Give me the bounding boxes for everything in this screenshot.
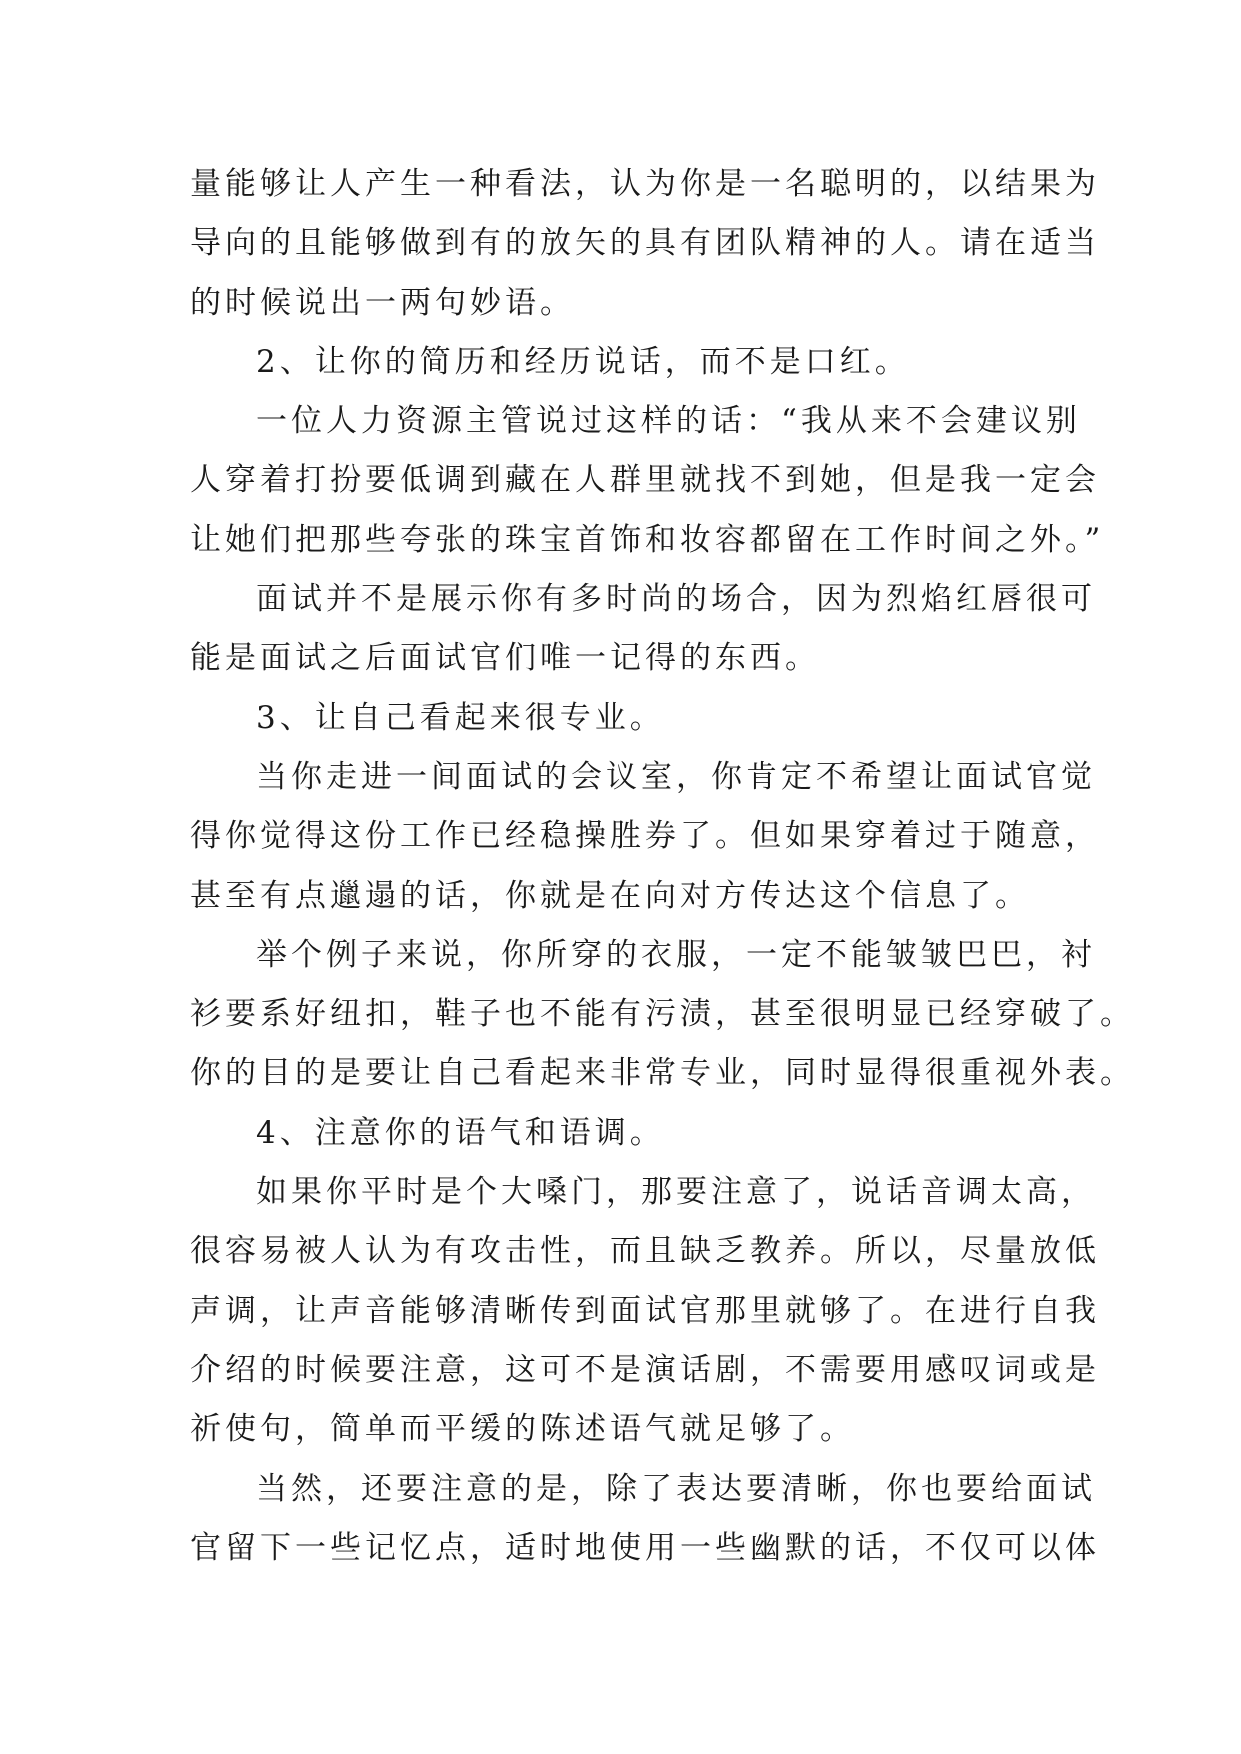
text-line: 很容易被人认为有攻击性，而且缺乏教养。所以，尽量放低 [190,1233,1100,1270]
text-line: 举个例子来说，你所穿的衣服，一定不能皱皱巴巴，衬 [256,936,1096,973]
text-line: 你的目的是要让自己看起来非常专业，同时显得很重视外表。 [190,1055,1135,1092]
text-line: 的时候说出一两句妙语。 [190,284,575,321]
text-line: 甚至有点邋遢的话，你就是在向对方传达这个信息了。 [190,877,1030,914]
text-line: 一位人力资源主管说过这样的话：“我从来不会建议别 [256,403,1081,440]
body-text [190,155,1135,1578]
text-line: 导向的且能够做到有的放矢的具有团队精神的人。请在适当 [190,225,1100,262]
text-line: 当然，还要注意的是，除了表达要清晰，你也要给面试 [256,1470,1096,1507]
text-line: 让她们把那些夸张的珠宝首饰和妆容都留在工作时间之外。” [190,521,1105,558]
text-line: 当你走进一间面试的会议室，你肯定不希望让面试官觉 [256,758,1096,795]
section-heading-4: 4、注意你的语气和语调。 [256,1114,665,1151]
text-line: 声调，让声音能够清晰传到面试官那里就够了。在进行自我 [190,1292,1100,1329]
text-line: 如果你平时是个大嗓门，那要注意了，说话音调太高， [256,1174,1096,1211]
text-line: 得你觉得这份工作已经稳操胜券了。但如果穿着过于随意， [190,818,1100,855]
text-line: 衫要系好纽扣，鞋子也不能有污渍，甚至很明显已经穿破了。 [190,996,1135,1033]
text-line: 官留下一些记忆点，适时地使用一些幽默的话，不仅可以体 [190,1529,1100,1566]
section-heading-3: 3、让自己看起来很专业。 [256,699,665,736]
text-line: 祈使句，简单而平缓的陈述语气就足够了。 [190,1411,855,1448]
text-line: 面试并不是展示你有多时尚的场合，因为烈焰红唇很可 [256,581,1096,618]
text-line: 介绍的时候要注意，这可不是演话剧，不需要用感叹词或是 [190,1351,1100,1388]
text-line: 量能够让人产生一种看法，认为你是一名聪明的，以结果为 [190,166,1100,202]
text-line: 能是面试之后面试官们唯一记得的东西。 [190,640,820,677]
section-heading-2: 2、让你的简历和经历说话，而不是口红。 [256,343,910,380]
text-line: 人穿着打扮要低调到藏在人群里就找不到她，但是我一定会 [190,462,1100,499]
